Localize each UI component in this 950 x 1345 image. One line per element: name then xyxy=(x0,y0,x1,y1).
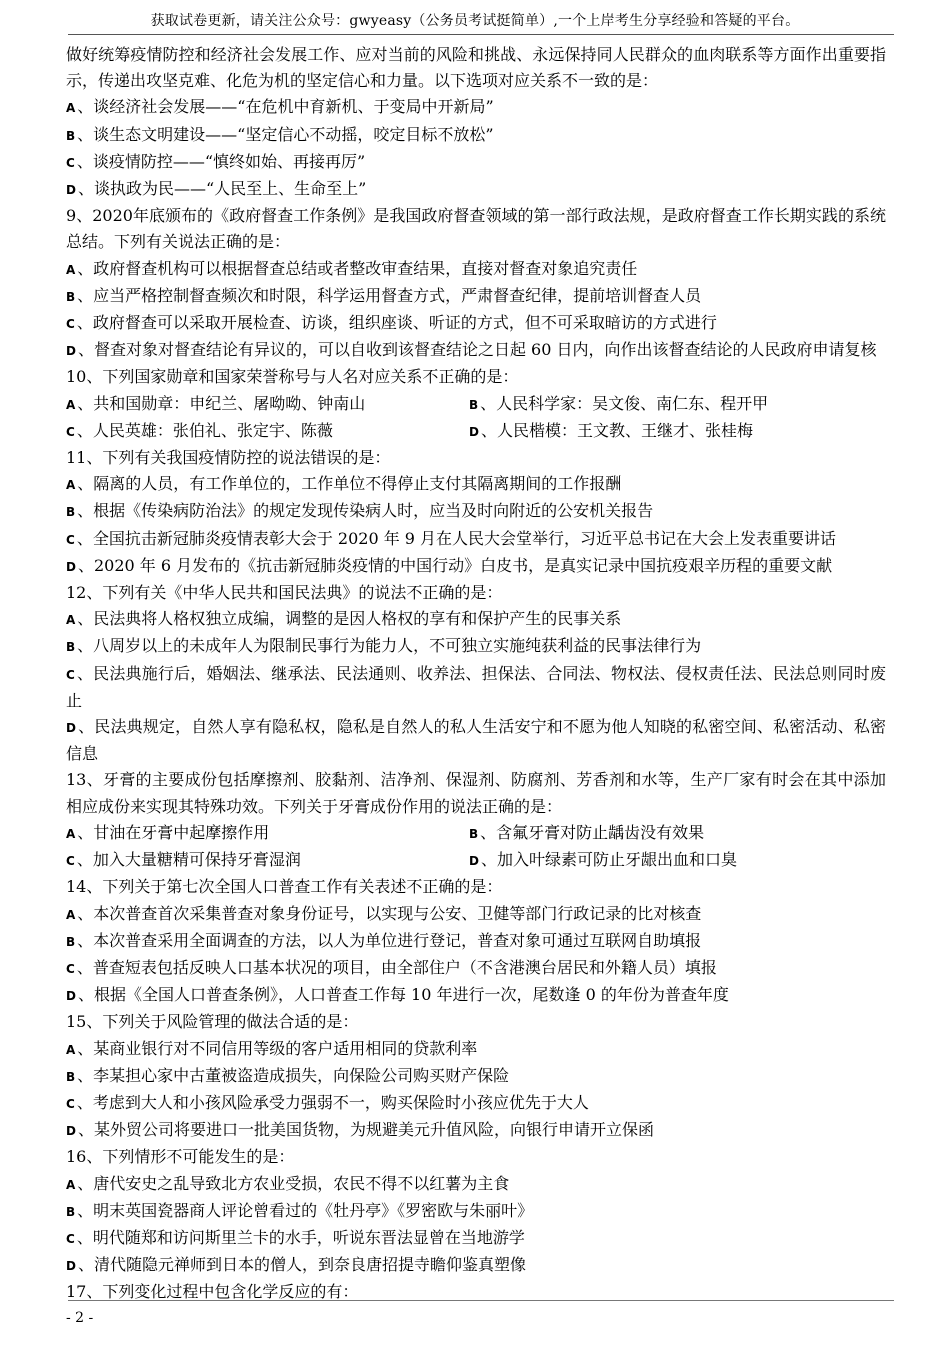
option-a xyxy=(66,1039,477,1058)
option-text: 、李某担心家中古董被盗造成损失，向保险公司购买财产保险 xyxy=(77,1065,510,1085)
option-text: 、民法典规定，自然人享有隐私权，隐私是自然人的私人生活安宁和不愿为他人知晓的私密空间、私密活动、私密信息 xyxy=(66,717,886,764)
question-stem: 10、下列国家勋章和国家荣誉称号与人名对应关系不正确的是： xyxy=(66,367,519,387)
answer-option xyxy=(66,310,886,337)
option-b xyxy=(66,125,494,144)
answer-option xyxy=(66,526,886,553)
option-letter: C xyxy=(66,854,75,869)
option-letter: B xyxy=(66,640,76,655)
option-c xyxy=(66,664,886,710)
option-c xyxy=(66,850,301,869)
header-divider xyxy=(68,34,894,35)
option-letter: C xyxy=(66,532,75,547)
option-letter: B xyxy=(469,826,479,841)
exam-content xyxy=(66,42,886,1306)
option-d xyxy=(66,340,877,359)
question-stem: 11、下列有关我国疫情防控的说法错误的是： xyxy=(66,448,391,468)
option-a xyxy=(66,259,637,278)
option-row xyxy=(66,418,886,445)
option-letter: C xyxy=(66,1096,75,1111)
answer-option xyxy=(66,606,886,633)
question-stem: 17、下列变化过程中包含化学反应的有： xyxy=(66,1282,359,1302)
option-text: 、加入叶绿素可防止牙龈出血和口臭 xyxy=(480,850,737,870)
option-text: 、共和国勋章：申纪兰、屠呦呦、钟南山 xyxy=(77,393,366,413)
option-text: 、民法典施行后，婚姻法、继承法、民法通则、收养法、担保法、合同法、物权法、侵权责任法、民法总则同时废止 xyxy=(66,663,886,710)
option-text: 、隔离的人员，有工作单位的，工作单位不得停止支付其隔离期间的工作报酬 xyxy=(77,474,622,494)
option-text: 、甘油在牙膏中起摩擦作用 xyxy=(77,822,270,842)
option-text: 、谈生态文明建设——“坚定信心不动摇，咬定目标不放松” xyxy=(77,124,494,144)
option-a xyxy=(66,97,494,116)
option-column-left xyxy=(66,391,469,418)
option-letter: D xyxy=(66,183,76,198)
option-text: 、2020 年 6 月发布的《抗击新冠肺炎疫情的中国行动》白皮书，是真实记录中国抗疫艰辛历程的重要文献 xyxy=(77,555,833,575)
option-text: 、谈疫情防控——“慎终如始、再接再厉” xyxy=(76,151,366,171)
option-letter: C xyxy=(66,961,75,976)
option-text: 、政府督查可以采取开展检查、访谈，组织座谈、听证的方式，但不可采取暗访的方式进行 xyxy=(76,313,717,333)
option-text: 、明末英国瓷器商人评论曾看过的《牡丹亭》《罗密欧与朱丽叶》 xyxy=(77,1200,534,1220)
option-a xyxy=(66,904,701,923)
option-b xyxy=(66,636,701,655)
option-letter: A xyxy=(66,826,76,841)
option-text: 、政府督查机构可以根据督查总结或者整改审查结果，直接对督查对象追究责任 xyxy=(77,258,638,278)
option-d xyxy=(66,1255,526,1274)
option-text: 、某外贸公司将要进口一批美国货物，为规避美元升值风险，向银行申请开立保函 xyxy=(77,1120,654,1140)
question-stem: 做好统筹疫情防控和经济社会发展工作、应对当前的风险和挑战、永远保持同人民群众的血肉联系等方面作出重要指示，传递出攻坚克难、化危为机的坚定信心和力量。以下选项对应关系不一致的是： xyxy=(66,45,886,91)
option-letter: C xyxy=(66,317,75,332)
option-text: 、根据《传染病防治法》的规定发现传染病人时，应当及时向附近的公安机关报告 xyxy=(77,501,654,521)
option-b xyxy=(66,1066,509,1085)
option-text: 、考虑到大人和小孩风险承受力强弱不一，购买保险时小孩应优先于大人 xyxy=(76,1092,589,1112)
option-text: 、民法典将人格权独立成编，调整的是因人格权的享有和保护产生的民事关系 xyxy=(77,609,622,629)
option-column-right xyxy=(469,820,872,847)
option-b xyxy=(469,823,704,842)
option-c xyxy=(66,421,333,440)
option-text: 、应当严格控制督查频次和时限，科学运用督查方式，严肃督查纪律，提前培训督查人员 xyxy=(77,285,702,305)
answer-option xyxy=(66,1171,886,1198)
answer-option xyxy=(66,955,886,982)
option-letter: C xyxy=(66,155,75,170)
answer-option xyxy=(66,1198,886,1225)
option-row xyxy=(66,820,886,847)
option-text: 、人民科学家：吴文俊、南仁东、程开甲 xyxy=(480,393,769,413)
option-letter: B xyxy=(66,128,76,143)
answer-option xyxy=(66,283,886,310)
answer-option xyxy=(66,122,886,149)
option-letter: C xyxy=(66,1231,75,1246)
answer-option xyxy=(66,633,886,660)
option-text: 、唐代安史之乱导致北方农业受损，农民不得不以红薯为主食 xyxy=(77,1173,510,1193)
answer-option xyxy=(66,256,886,283)
option-row xyxy=(66,847,886,874)
option-letter: B xyxy=(66,1069,76,1084)
answer-option xyxy=(66,498,886,525)
question-stem: 9、2020年底颁布的《政府督查工作条例》是我国政府督查领域的第一部行政法规，是政府督查工作长期实践的系统总结。下列有关说法正确的是： xyxy=(66,206,886,252)
page-header: 获取试卷更新，请关注公众号：gwyeasy（公务员考试挺简单）,一个上岸考生分享经验和答疑的平台。 xyxy=(150,13,800,29)
option-letter: A xyxy=(66,907,76,922)
answer-option xyxy=(66,982,886,1009)
option-letter: D xyxy=(66,1124,76,1139)
option-a xyxy=(66,1174,509,1193)
option-letter: A xyxy=(66,478,76,493)
option-a xyxy=(66,609,621,628)
option-text: 、本次普查首次采集普查对象身份证号，以实现与公安、卫健等部门行政记录的比对核查 xyxy=(77,903,702,923)
option-text: 、含氟牙膏对防止龋齿没有效果 xyxy=(480,822,705,842)
option-b xyxy=(66,1201,533,1220)
option-letter: A xyxy=(66,613,76,628)
question-stem: 12、下列有关《中华人民共和国民法典》的说法不正确的是： xyxy=(66,583,503,603)
option-column-right xyxy=(469,418,872,445)
option-d xyxy=(66,179,366,198)
option-text: 、八周岁以上的未成年人为限制民事行为能力人，不可独立实施纯获利益的民事法律行为 xyxy=(77,636,702,656)
answer-option xyxy=(66,94,886,121)
option-a xyxy=(66,394,365,413)
option-d xyxy=(66,556,832,575)
answer-option xyxy=(66,553,886,580)
option-letter: D xyxy=(469,854,479,869)
option-letter: B xyxy=(66,505,76,520)
option-letter: A xyxy=(66,397,76,412)
option-column-right xyxy=(469,391,872,418)
option-letter: A xyxy=(66,1042,76,1057)
option-row xyxy=(66,391,886,418)
option-text: 、普查短表包括反映人口基本状况的项目，由全部住户（不含港澳台居民和外籍人员）填报 xyxy=(76,957,717,977)
option-letter: C xyxy=(66,667,75,682)
option-c xyxy=(66,1093,589,1112)
option-letter: B xyxy=(66,1204,76,1219)
answer-option xyxy=(66,1225,886,1252)
option-letter: A xyxy=(66,262,76,277)
answer-option xyxy=(66,337,886,364)
option-text: 、谈经济社会发展——“在危机中育新机、于变局中开新局” xyxy=(77,97,494,117)
option-letter: D xyxy=(66,559,76,574)
option-c xyxy=(66,958,717,977)
answer-option xyxy=(66,149,886,176)
option-b xyxy=(469,394,768,413)
question-stem: 13、牙膏的主要成份包括摩擦剂、胶黏剂、洁净剂、保湿剂、防腐剂、芳香剂和水等，生产厂家有时会在其中添加相应成份来实现其特殊功效。下列关于牙膏成份作用的说法正确的是： xyxy=(66,770,886,816)
question-stem: 15、下列关于风险管理的做法合适的是： xyxy=(66,1012,359,1032)
answer-option xyxy=(66,928,886,955)
option-d xyxy=(469,421,753,440)
option-d xyxy=(66,985,729,1004)
answer-option xyxy=(66,1063,886,1090)
option-d xyxy=(66,717,886,763)
option-letter: A xyxy=(66,101,76,116)
option-letter: A xyxy=(66,1177,76,1192)
option-text: 、人民英雄：张伯礼、张定宇、陈薇 xyxy=(76,420,333,440)
option-text: 、根据《全国人口普查条例》，人口普查工作每 10 年进行一次，尾数逢 0 的年份为普查年度 xyxy=(77,985,729,1005)
option-b xyxy=(66,931,701,950)
option-c xyxy=(66,152,365,171)
answer-option xyxy=(66,176,886,203)
option-text: 、谈执政为民——“人民至上、生命至上” xyxy=(77,179,367,199)
answer-option xyxy=(66,714,886,767)
option-c xyxy=(66,529,836,548)
option-a xyxy=(66,823,269,842)
option-b xyxy=(66,286,701,305)
option-letter: B xyxy=(66,934,76,949)
answer-option xyxy=(66,1252,886,1279)
option-column-left xyxy=(66,820,469,847)
option-letter: D xyxy=(66,344,76,359)
option-column-left xyxy=(66,418,469,445)
option-column-right xyxy=(469,847,872,874)
option-column-left xyxy=(66,847,469,874)
option-text: 、督查对象对督查结论有异议的，可以自收到该督查结论之日起 60 日内，向作出该督查结论的人民政府申请复核 xyxy=(77,340,877,360)
question-stem: 14、下列关于第七次全国人口普查工作有关表述不正确的是： xyxy=(66,877,503,897)
question-stem: 16、下列情形不可能发生的是： xyxy=(66,1147,295,1167)
answer-option xyxy=(66,1036,886,1063)
answer-option xyxy=(66,901,886,928)
page-number: - 2 - xyxy=(66,1310,94,1326)
option-d xyxy=(66,1120,654,1139)
answer-option xyxy=(66,661,886,714)
footer-divider xyxy=(68,1300,894,1301)
option-letter: D xyxy=(66,989,76,1004)
option-text: 、人民楷模：王文教、王继才、张桂梅 xyxy=(480,420,753,440)
option-letter: D xyxy=(66,1259,76,1274)
option-d xyxy=(469,850,737,869)
option-c xyxy=(66,313,717,332)
option-letter: D xyxy=(66,721,76,736)
option-text: 、加入大量糖精可保持牙膏湿润 xyxy=(76,850,301,870)
option-letter: C xyxy=(66,424,75,439)
option-b xyxy=(66,501,653,520)
option-text: 、本次普查采用全面调查的方法，以人为单位进行登记，普查对象可通过互联网自助填报 xyxy=(77,930,702,950)
option-c xyxy=(66,1228,525,1247)
option-text: 、某商业银行对不同信用等级的客户适用相同的贷款利率 xyxy=(77,1038,478,1058)
option-letter: B xyxy=(469,397,479,412)
option-text: 、清代随隐元禅师到日本的僧人，到奈良唐招提寺瞻仰鉴真塑像 xyxy=(77,1255,526,1275)
option-letter: B xyxy=(66,289,76,304)
option-letter: D xyxy=(469,424,479,439)
option-text: 、明代随郑和访问斯里兰卡的水手，听说东晋法显曾在当地游学 xyxy=(76,1227,525,1247)
answer-option xyxy=(66,471,886,498)
answer-option xyxy=(66,1090,886,1117)
option-a xyxy=(66,474,621,493)
answer-option xyxy=(66,1117,886,1144)
option-text: 、全国抗击新冠肺炎疫情表彰大会于 2020 年 9 月在人民大会堂举行，习近平总书记在大会上发表重要讲话 xyxy=(76,528,837,548)
